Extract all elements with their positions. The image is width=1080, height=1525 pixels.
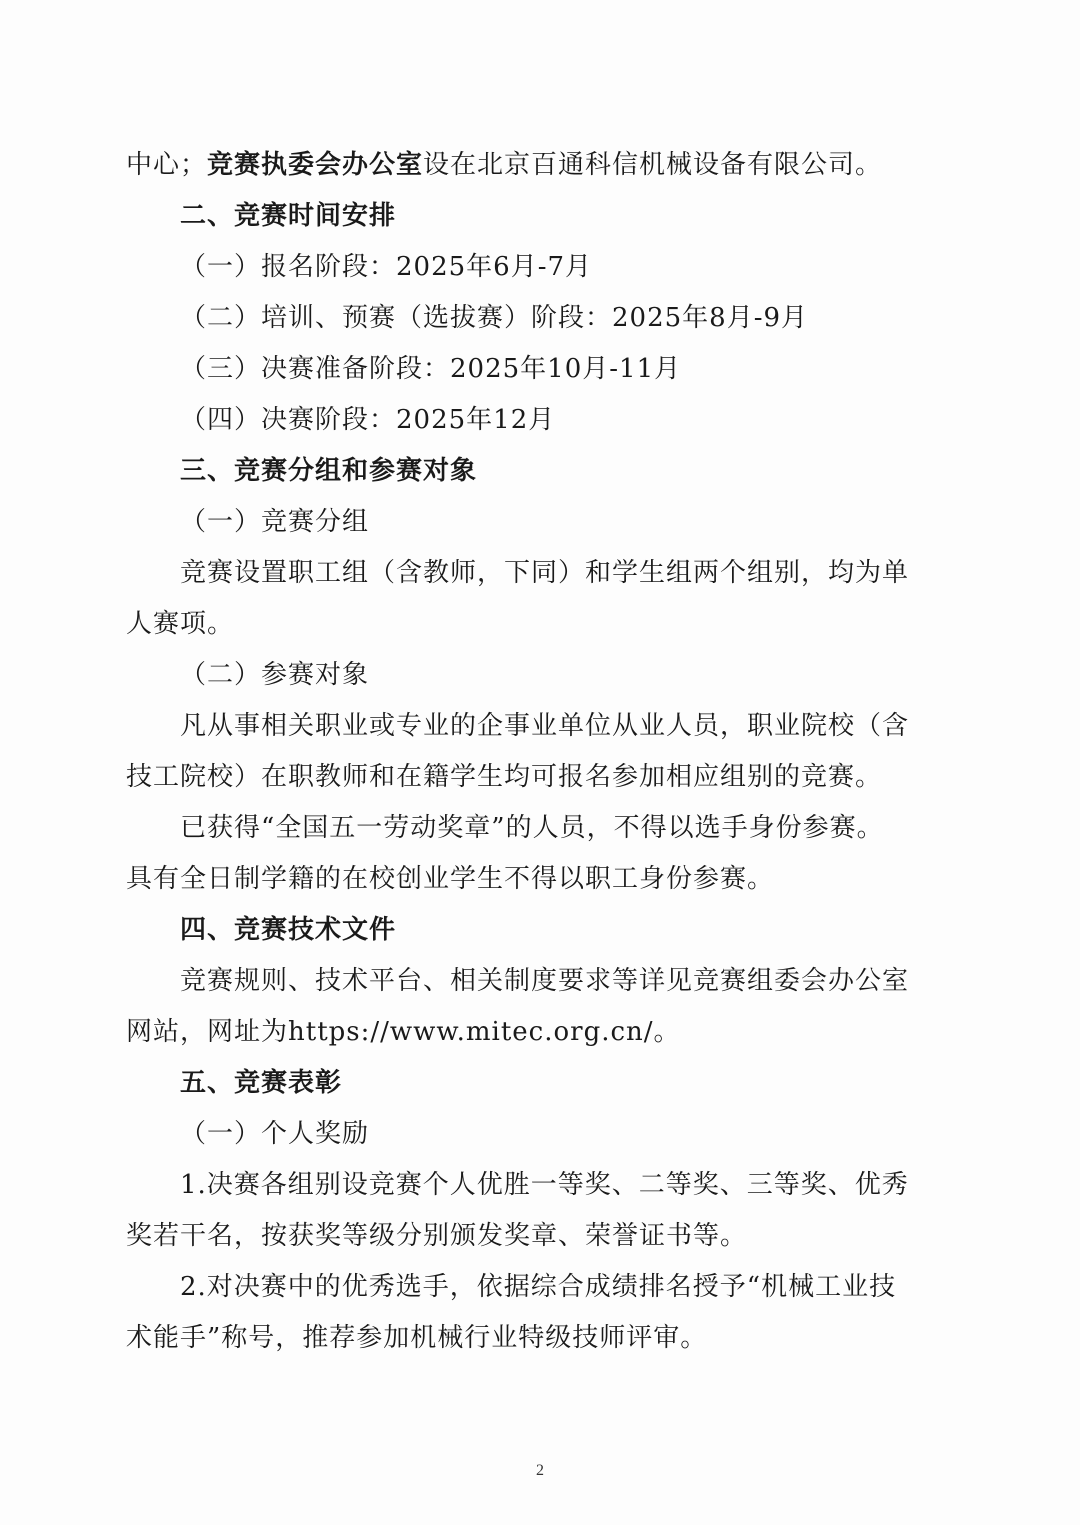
paragraph-line: 术能手”称号，推荐参加机械行业特级技师评审。: [126, 1323, 708, 1353]
schedule-item: （三）决赛准备阶段：2025年10月-11月: [180, 354, 682, 384]
section-heading: 三、竞赛分组和参赛对象: [180, 456, 478, 486]
paragraph-line: 具有全日制学籍的在校创业学生不得以职工身份参赛。: [126, 864, 775, 894]
subsection-heading: （一）竞赛分组: [180, 507, 370, 537]
paragraph-line: 网站，网址为https://www.mitec.org.cn/。: [126, 1017, 681, 1047]
paragraph-line: 凡从事相关职业或专业的企事业单位从业人员，职业院校（含: [180, 711, 910, 741]
schedule-item: （二）培训、预赛（选拔赛）阶段：2025年8月-9月: [180, 303, 809, 333]
page-number: 2: [536, 1462, 544, 1479]
bold-text-run: 竞赛执委会办公室: [207, 150, 424, 180]
section-heading: 二、竞赛时间安排: [180, 201, 397, 231]
text-run: 中心；: [126, 150, 208, 180]
subsection-heading: （二）参赛对象: [180, 660, 370, 690]
section-heading: 五、竞赛表彰: [180, 1068, 343, 1098]
subsection-heading: （一）个人奖励: [180, 1119, 370, 1149]
paragraph-line: 人赛项。: [126, 609, 235, 639]
paragraph-line: 竞赛规则、技术平台、相关制度要求等详见竞赛组委会办公室: [180, 966, 910, 996]
paragraph-line: [126, 140, 926, 191]
paragraph-line: 竞赛设置职工组（含教师，下同）和学生组两个组别，均为单: [180, 558, 910, 588]
paragraph-line: 1.决赛各组别设竞赛个人优胜一等奖、二等奖、三等奖、优秀: [180, 1170, 909, 1200]
paragraph-line: 已获得“全国五一劳动奖章”的人员，不得以选手身份参赛。: [180, 813, 884, 843]
schedule-item: （四）决赛阶段：2025年12月: [180, 405, 556, 435]
section-heading: 四、竞赛技术文件: [180, 915, 397, 945]
document-body: [126, 140, 926, 1364]
paragraph-line: 2.对决赛中的优秀选手，依据综合成绩排名授予“机械工业技: [180, 1272, 897, 1302]
schedule-item: （一）报名阶段：2025年6月-7月: [180, 252, 593, 282]
text-run: 设在北京百通科信机械设备有限公司。: [423, 150, 883, 180]
paragraph-line: 奖若干名，按获奖等级分别颁发奖章、荣誉证书等。: [126, 1221, 748, 1251]
paragraph-line: 技工院校）在职教师和在籍学生均可报名参加相应组别的竞赛。: [126, 762, 883, 792]
